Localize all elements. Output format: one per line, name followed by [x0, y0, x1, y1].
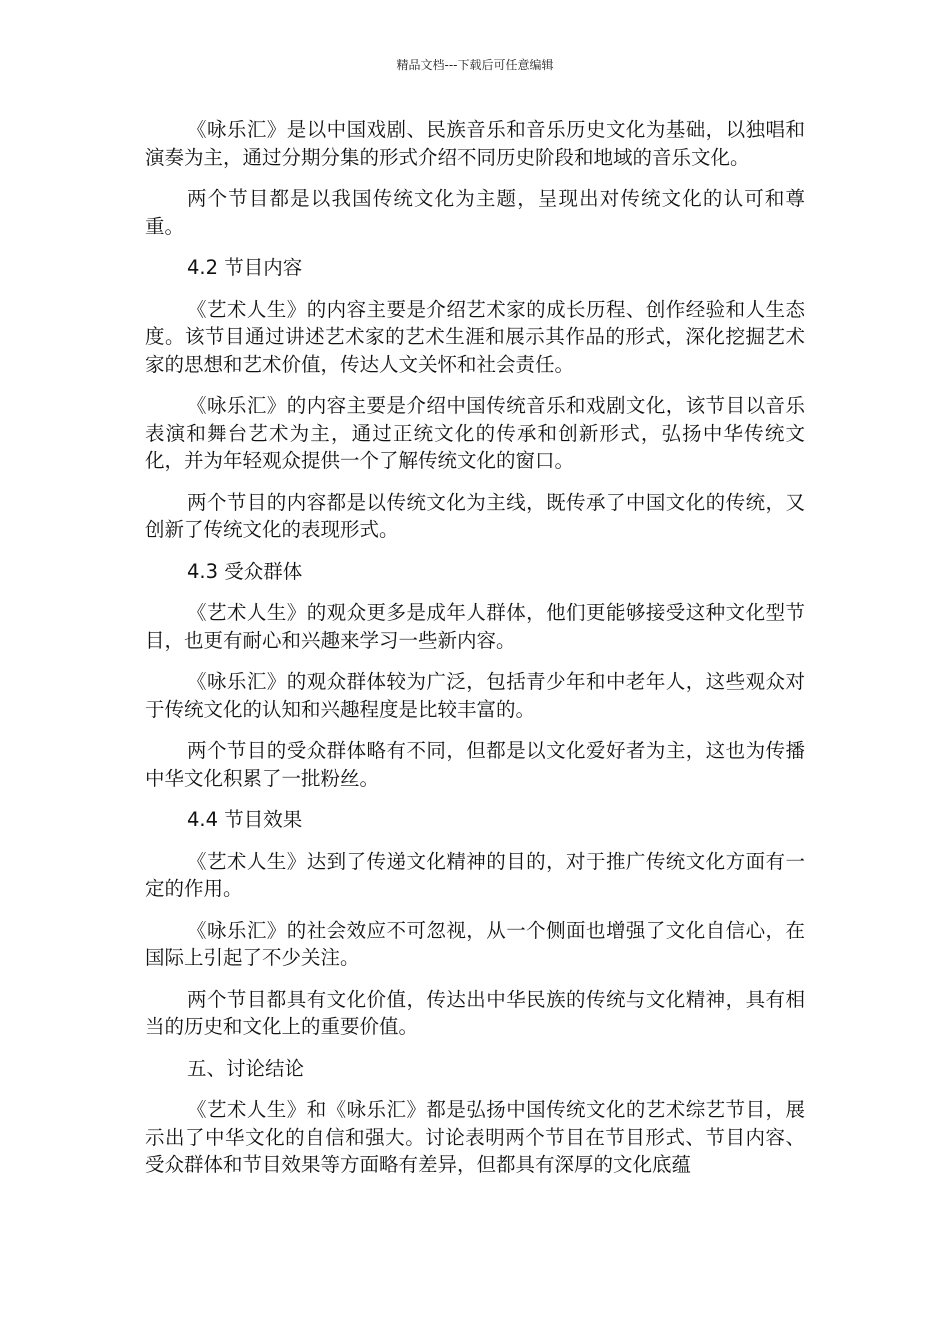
page-header: 精品文档---下载后可任意编辑	[396, 58, 554, 72]
section-heading-4-4: 4.4 节目效果	[187, 808, 303, 831]
paragraph-conclusion: 《艺术人生》和《咏乐汇》都是弘扬中国传统文化的艺术综艺节目，展示出了中华文化的自信和强大。讨论表明两个节目在节目形式、节目内容、受众群体和节目效果等方面略有差异，但都具有深厚的文化底蕴	[145, 1098, 805, 1176]
paragraph-yishurensheng-audience: 《艺术人生》的观众更多是成年人群体，他们更能够接受这种文化型节目，也更有耐心和兴趣来学习一些新内容。	[145, 601, 805, 652]
paragraph-yongyuehui-intro: 《咏乐汇》是以中国戏剧、民族音乐和音乐历史文化为基础，以独唱和演奏为主，通过分期分集的形式介绍不同历史阶段和地域的音乐文化。	[145, 118, 805, 169]
document-body	[145, 116, 805, 1193]
paragraph-yongyuehui-effect: 《咏乐汇》的社会效应不可忽视，从一个侧面也增强了文化自信心，在国际上引起了不少关注。	[145, 918, 805, 969]
section-heading-4-3: 4.3 受众群体	[187, 559, 303, 583]
section-heading-5: 五、讨论结论	[187, 1056, 305, 1080]
section-heading-4-2: 4.2 节目内容	[187, 256, 303, 279]
paragraph-effect-summary: 两个节目都具有文化价值，传达出中华民族的传统与文化精神，具有相当的历史和文化上的重要价值。	[145, 987, 805, 1038]
paragraph-audience-summary: 两个节目的受众群体略有不同，但都是以文化爱好者为主，这也为传播中华文化积累了一批粉丝。	[145, 739, 805, 790]
paragraph-yishurensheng-content: 《艺术人生》的内容主要是介绍艺术家的成长历程、创作经验和人生态度。该节目通过讲述艺术家的艺术生涯和展示其作品的形式，深化挖掘艺术家的思想和艺术价值，传达人文关怀和社会责任。	[145, 297, 805, 376]
paragraph-yongyuehui-audience: 《咏乐汇》的观众群体较为广泛，包括青少年和中老年人，这些观众对于传统文化的认知和兴趣程度是比较丰富的。	[145, 670, 805, 721]
paragraph-content-summary: 两个节目的内容都是以传统文化为主线，既传承了中国文化的传统，又创新了传统文化的表现形式。	[145, 490, 805, 541]
paragraph-yongyuehui-content: 《咏乐汇》的内容主要是介绍中国传统音乐和戏剧文化，该节目以音乐表演和舞台艺术为主，通过正统文化的传承和创新形式，弘扬中华传统文化，并为年轻观众提供一个了解传统文化的窗口。	[145, 394, 805, 472]
paragraph-theme-summary: 两个节目都是以我国传统文化为主题，呈现出对传统文化的认可和尊重。	[145, 187, 805, 238]
paragraph-yishurensheng-effect: 《艺术人生》达到了传递文化精神的目的，对于推广传统文化方面有一定的作用。	[145, 849, 805, 900]
